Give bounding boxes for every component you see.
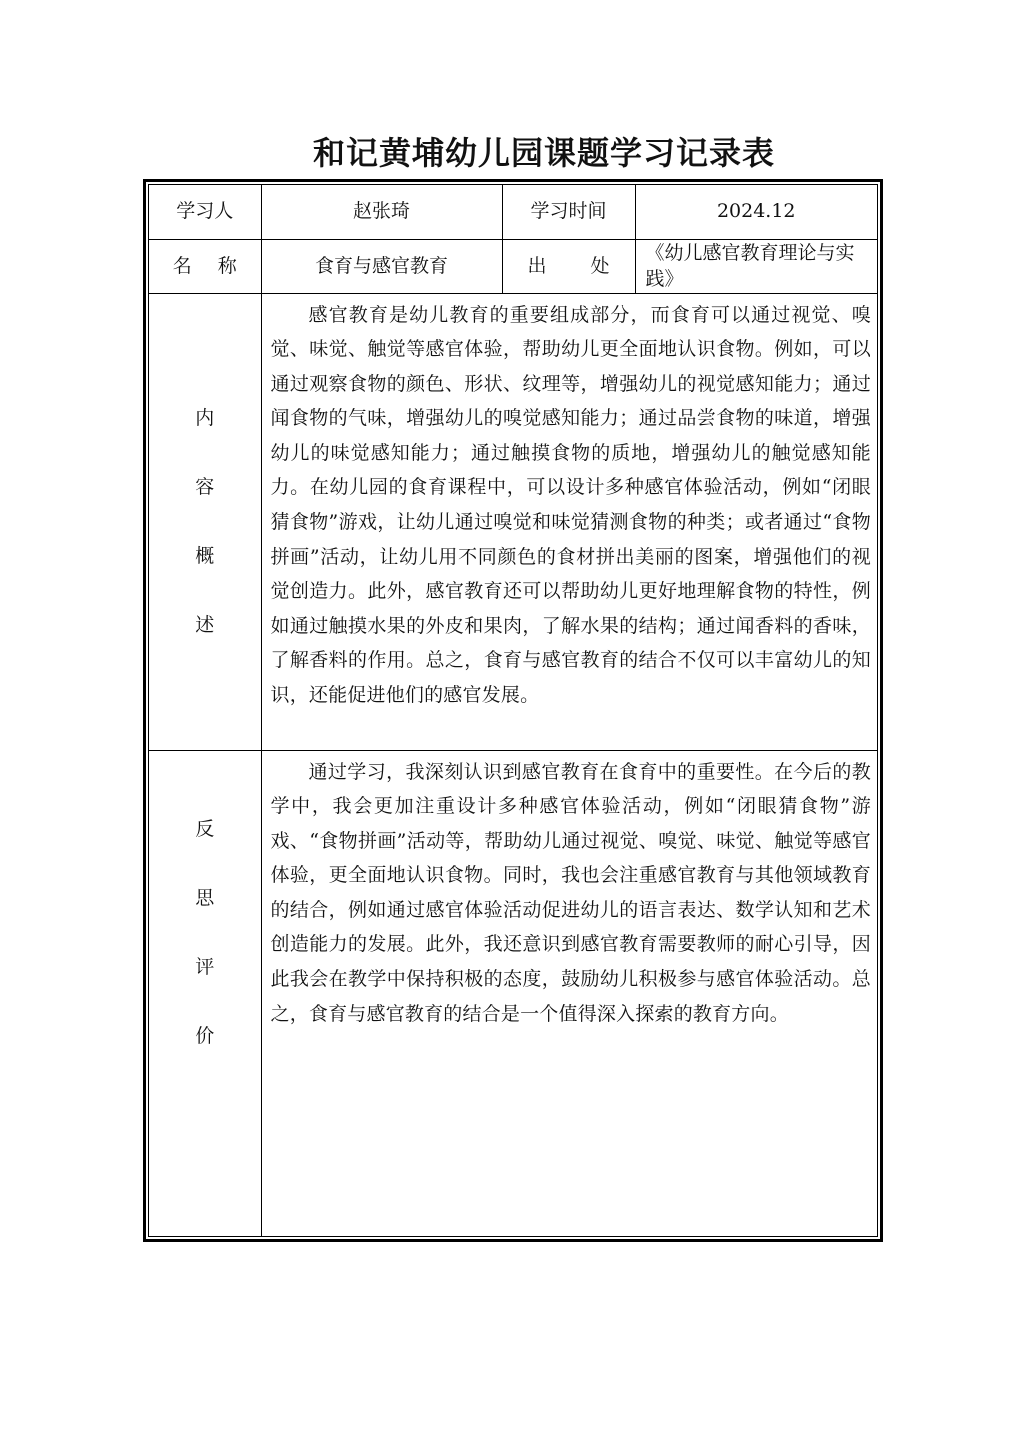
name-label-char-1: 名 [172, 254, 192, 277]
source-label [502, 239, 635, 293]
summary-label-char: 容 [195, 475, 215, 498]
record-table-inner-border [148, 184, 878, 1237]
reflection-content-cell [261, 750, 877, 1236]
reflection-text: 通过学习，我深刻认识到感官教育在食育中的重要性。在今后的教学中，我会更加注重设计多种感官体验活动，例如“闭眼猜食物”游戏、“食物拼画”活动等，帮助幼儿通过视觉、嗅觉、味觉、触觉等感官体验，更全面地认识食物。同时，我也会注重感官教育与其他领域教育的结合，例如通过感官体验活动促进幼儿的语言表达、数学认知和艺术创造能力的发展。此外，我还意识到感官教育需要教师的耐心引导，因此我会在教学中保持积极的态度，鼓励幼儿积极参与感官体验活动。总之，食育与感官教育的结合是一个值得深入探索的教育方向。 [270, 760, 871, 1025]
table-row-learner [149, 185, 877, 239]
name-value: 食育与感官教育 [261, 239, 502, 293]
table-row-summary [149, 293, 877, 750]
study-time-label: 学习时间 [502, 185, 635, 239]
source-value: 《幼儿感官教育理论与实践》 [635, 239, 877, 293]
study-time-value: 2024.12 [635, 185, 877, 239]
reflection-label-char: 反 [195, 818, 215, 841]
name-label-char-2: 称 [217, 254, 237, 277]
summary-label [149, 293, 261, 750]
source-label-char-1: 出 [527, 254, 547, 277]
summary-label-char: 概 [195, 544, 215, 567]
reflection-label-char: 价 [195, 1025, 215, 1048]
record-table-frame [143, 179, 883, 1242]
table-row-reflection [149, 750, 877, 1236]
summary-content-cell [261, 293, 877, 750]
document-title: 和记黄埔幼儿园课题学习记录表 [312, 134, 775, 172]
source-label-char-2: 处 [590, 254, 610, 277]
summary-label-char: 述 [195, 613, 215, 636]
learner-label: 学习人 [149, 185, 261, 239]
table-row-name-source [149, 239, 877, 293]
learner-value: 赵张琦 [261, 185, 502, 239]
reflection-label-char: 思 [195, 887, 215, 910]
reflection-label-char: 评 [195, 956, 215, 979]
summary-text: 感官教育是幼儿教育的重要组成部分，而食育可以通过视觉、嗅觉、味觉、触觉等感官体验，帮助幼儿更全面地认识食物。例如，可以通过观察食物的颜色、形状、纹理等，增强幼儿的视觉感知能力；通过闻食物的气味，增强幼儿的嗅觉感知能力；通过品尝食物的味道，增强幼儿的味觉感知能力；通过触摸食物的质地，增强幼儿的触觉感知能力。在幼儿园的食育课程中，可以设计多种感官体验活动，例如“闭眼猜食物”游戏，让幼儿通过嗅觉和味觉猜测食物的种类；或者通过“食物拼画”活动，让幼儿用不同颜色的食材拼出美丽的图案，增强他们的视觉创造力。此外，感官教育还可以帮助幼儿更好地理解食物的特性，例如通过触摸水果的外皮和果肉，了解水果的结构；通过闻香料的香味，了解香料的作用。总之，食育与感官教育的结合不仅可以丰富幼儿的知识，还能促进他们的感官发展。 [270, 303, 871, 707]
name-label [149, 239, 261, 293]
record-table [149, 185, 877, 1236]
reflection-label [149, 750, 261, 1236]
summary-label-char: 内 [195, 406, 215, 429]
